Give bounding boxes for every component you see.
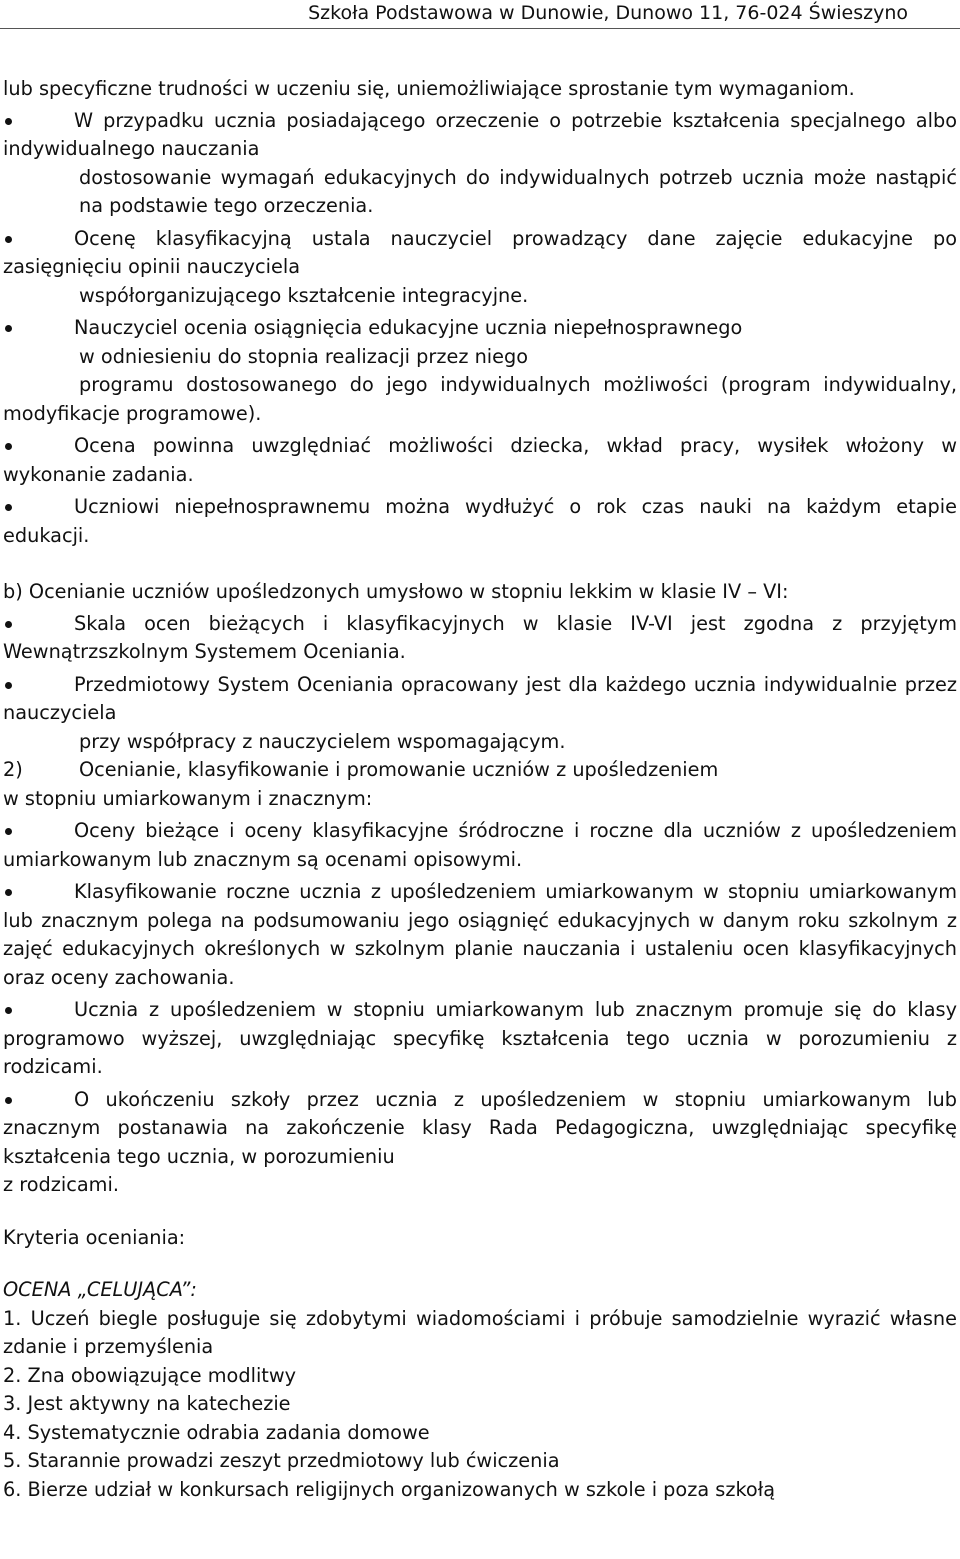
list-item-text: Uczniowi niepełnosprawnemu można wydłużyć o rok czas nauki na każdym etapie edukacji.	[3, 495, 957, 547]
list-item-text: Przedmiotowy System Oceniania opracowany jest dla każdego ucznia indywidualnie przez nauczyciela	[3, 672, 957, 724]
list-item: 3. Jest aktywny na katechezie	[3, 1392, 291, 1415]
grade-title: OCENA „CELUJĄCA”:	[3, 1278, 197, 1301]
list-item: 1. Uczeń biegle posługuje się zdobytymi wiadomościami i próbuje samodzielnie wyrazić własne zdanie i przemyślenia	[3, 1306, 957, 1358]
list-item-text: Ucznia z upośledzeniem w stopniu umiarkowanym lub znacznym promuje się do klasy programowo wyższej, uwzględniając specyfikę kształcenia tego ucznia w porozumieniu z rodzicami.	[3, 998, 957, 1078]
list-item-continuation: programu dostosowanego do jego indywidualnych możliwości (program indywidualny, modyfikacje programowe).	[3, 373, 957, 425]
section-title: Ocenianie, klasyfikowanie i promowanie uczniów z upośledzeniem	[79, 758, 719, 781]
list-item	[3, 493, 957, 550]
section-heading-2	[3, 756, 957, 813]
list-item-text: Oceny bieżące i oceny klasyfikacyjne śródroczne i roczne dla uczniów z upośledzeniem umiarkowanym lub znacznym są ocenami opisowymi.	[3, 819, 957, 871]
page-header	[0, 0, 960, 29]
school-header-text: Szkoła Podstawowa w Dunowie, Dunowo 11, 76-024 Świeszyno	[308, 2, 908, 24]
list-item-text: O ukończeniu szkoły przez ucznia z upośledzeniem w stopniu umiarkowanym lub znacznym postanawia na zakończenie klasy Rada Pedagogiczna, uwzględniając specyfikę kształcenia tego ucznia, w porozumieniu	[3, 1087, 957, 1168]
list-item	[3, 671, 957, 757]
list-item-text: Skala ocen bieżących i klasyfikacyjnych w klasie IV-VI jest zgodna z przyjętym Wewnątrzszkolnym Systemem Oceniania.	[3, 611, 957, 663]
list-item	[3, 432, 957, 489]
list-item	[3, 996, 957, 1082]
paragraph-intro: lub specyficzne trudności w uczeniu się, uniemożliwiające sprostanie tym wymaganiom.	[3, 77, 855, 100]
list-item-text: Ocena powinna uwzględniać możliwości dziecka, wkład pracy, wysiłek włożony w wykonanie zadania.	[3, 434, 957, 486]
bullet-list-adaptations	[3, 107, 957, 551]
list-item-continuation: z rodzicami.	[3, 1173, 119, 1196]
list-item-continuation: dostosowanie wymagań edukacyjnych do indywidualnych potrzeb ucznia może nastąpić na podstawie tego orzeczenia.	[79, 165, 957, 217]
list-item: 4. Systematycznie odrabia zadania domowe	[3, 1420, 430, 1444]
list-item	[3, 225, 957, 311]
section-title-continuation: w stopniu umiarkowanym i znacznym:	[3, 786, 373, 810]
grade-criteria-list	[3, 1305, 957, 1505]
list-item-continuation: przy współpracy z nauczycielem wspomagającym.	[79, 729, 566, 753]
list-item-text: Klasyfikowanie roczne ucznia z upośledzeniem umiarkowanym w stopniu umiarkowanym lub znacznym polega na podsumowaniu jego osiągnięć edukacyjnych w danym roku szkolnym z zajęć edukacyjnych określonych w szkolnym planie nauczania i ustaleniu ocen klasyfikacyjnych oraz oceny zachowania.	[3, 880, 957, 989]
list-item: 6. Bierze udział w konkursach religijnych organizowanych w szkole i poza szkołą	[3, 1477, 776, 1501]
list-item	[3, 817, 957, 874]
list-item-text: Nauczyciel ocenia osiągnięcia edukacyjne ucznia niepełnosprawnego	[74, 316, 743, 339]
bullet-list-moderate	[3, 817, 957, 1200]
document-body	[3, 75, 957, 1504]
section-heading-b: b) Ocenianie uczniów upośledzonych umysłowo w stopniu lekkim w klasie IV – VI:	[3, 580, 789, 603]
list-item	[3, 314, 957, 428]
list-item-text: W przypadku ucznia posiadającego orzeczenie o potrzebie kształcenia specjalnego albo indywidualnego nauczania	[3, 108, 957, 160]
list-item	[3, 878, 957, 992]
list-item	[3, 107, 957, 221]
bullet-list-mild	[3, 610, 957, 757]
criteria-title: Kryteria oceniania:	[3, 1225, 186, 1249]
list-item-text: Ocenę klasyfikacyjną ustala nauczyciel prowadzący dane zajęcie edukacyjne po zasięgnięciu opinii nauczyciela	[3, 226, 957, 278]
list-item: 2. Zna obowiązujące modlitwy	[3, 1363, 297, 1387]
list-item	[3, 1086, 957, 1200]
list-item-continuation: współorganizującego kształcenie integracyjne.	[79, 283, 529, 307]
list-item-continuation: w odniesieniu do stopnia realizacji przez niego	[79, 344, 529, 368]
section-number: 2)	[3, 758, 23, 781]
list-item: 5. Starannie prowadzi zeszyt przedmiotowy lub ćwiczenia	[3, 1449, 560, 1472]
list-item	[3, 610, 957, 667]
